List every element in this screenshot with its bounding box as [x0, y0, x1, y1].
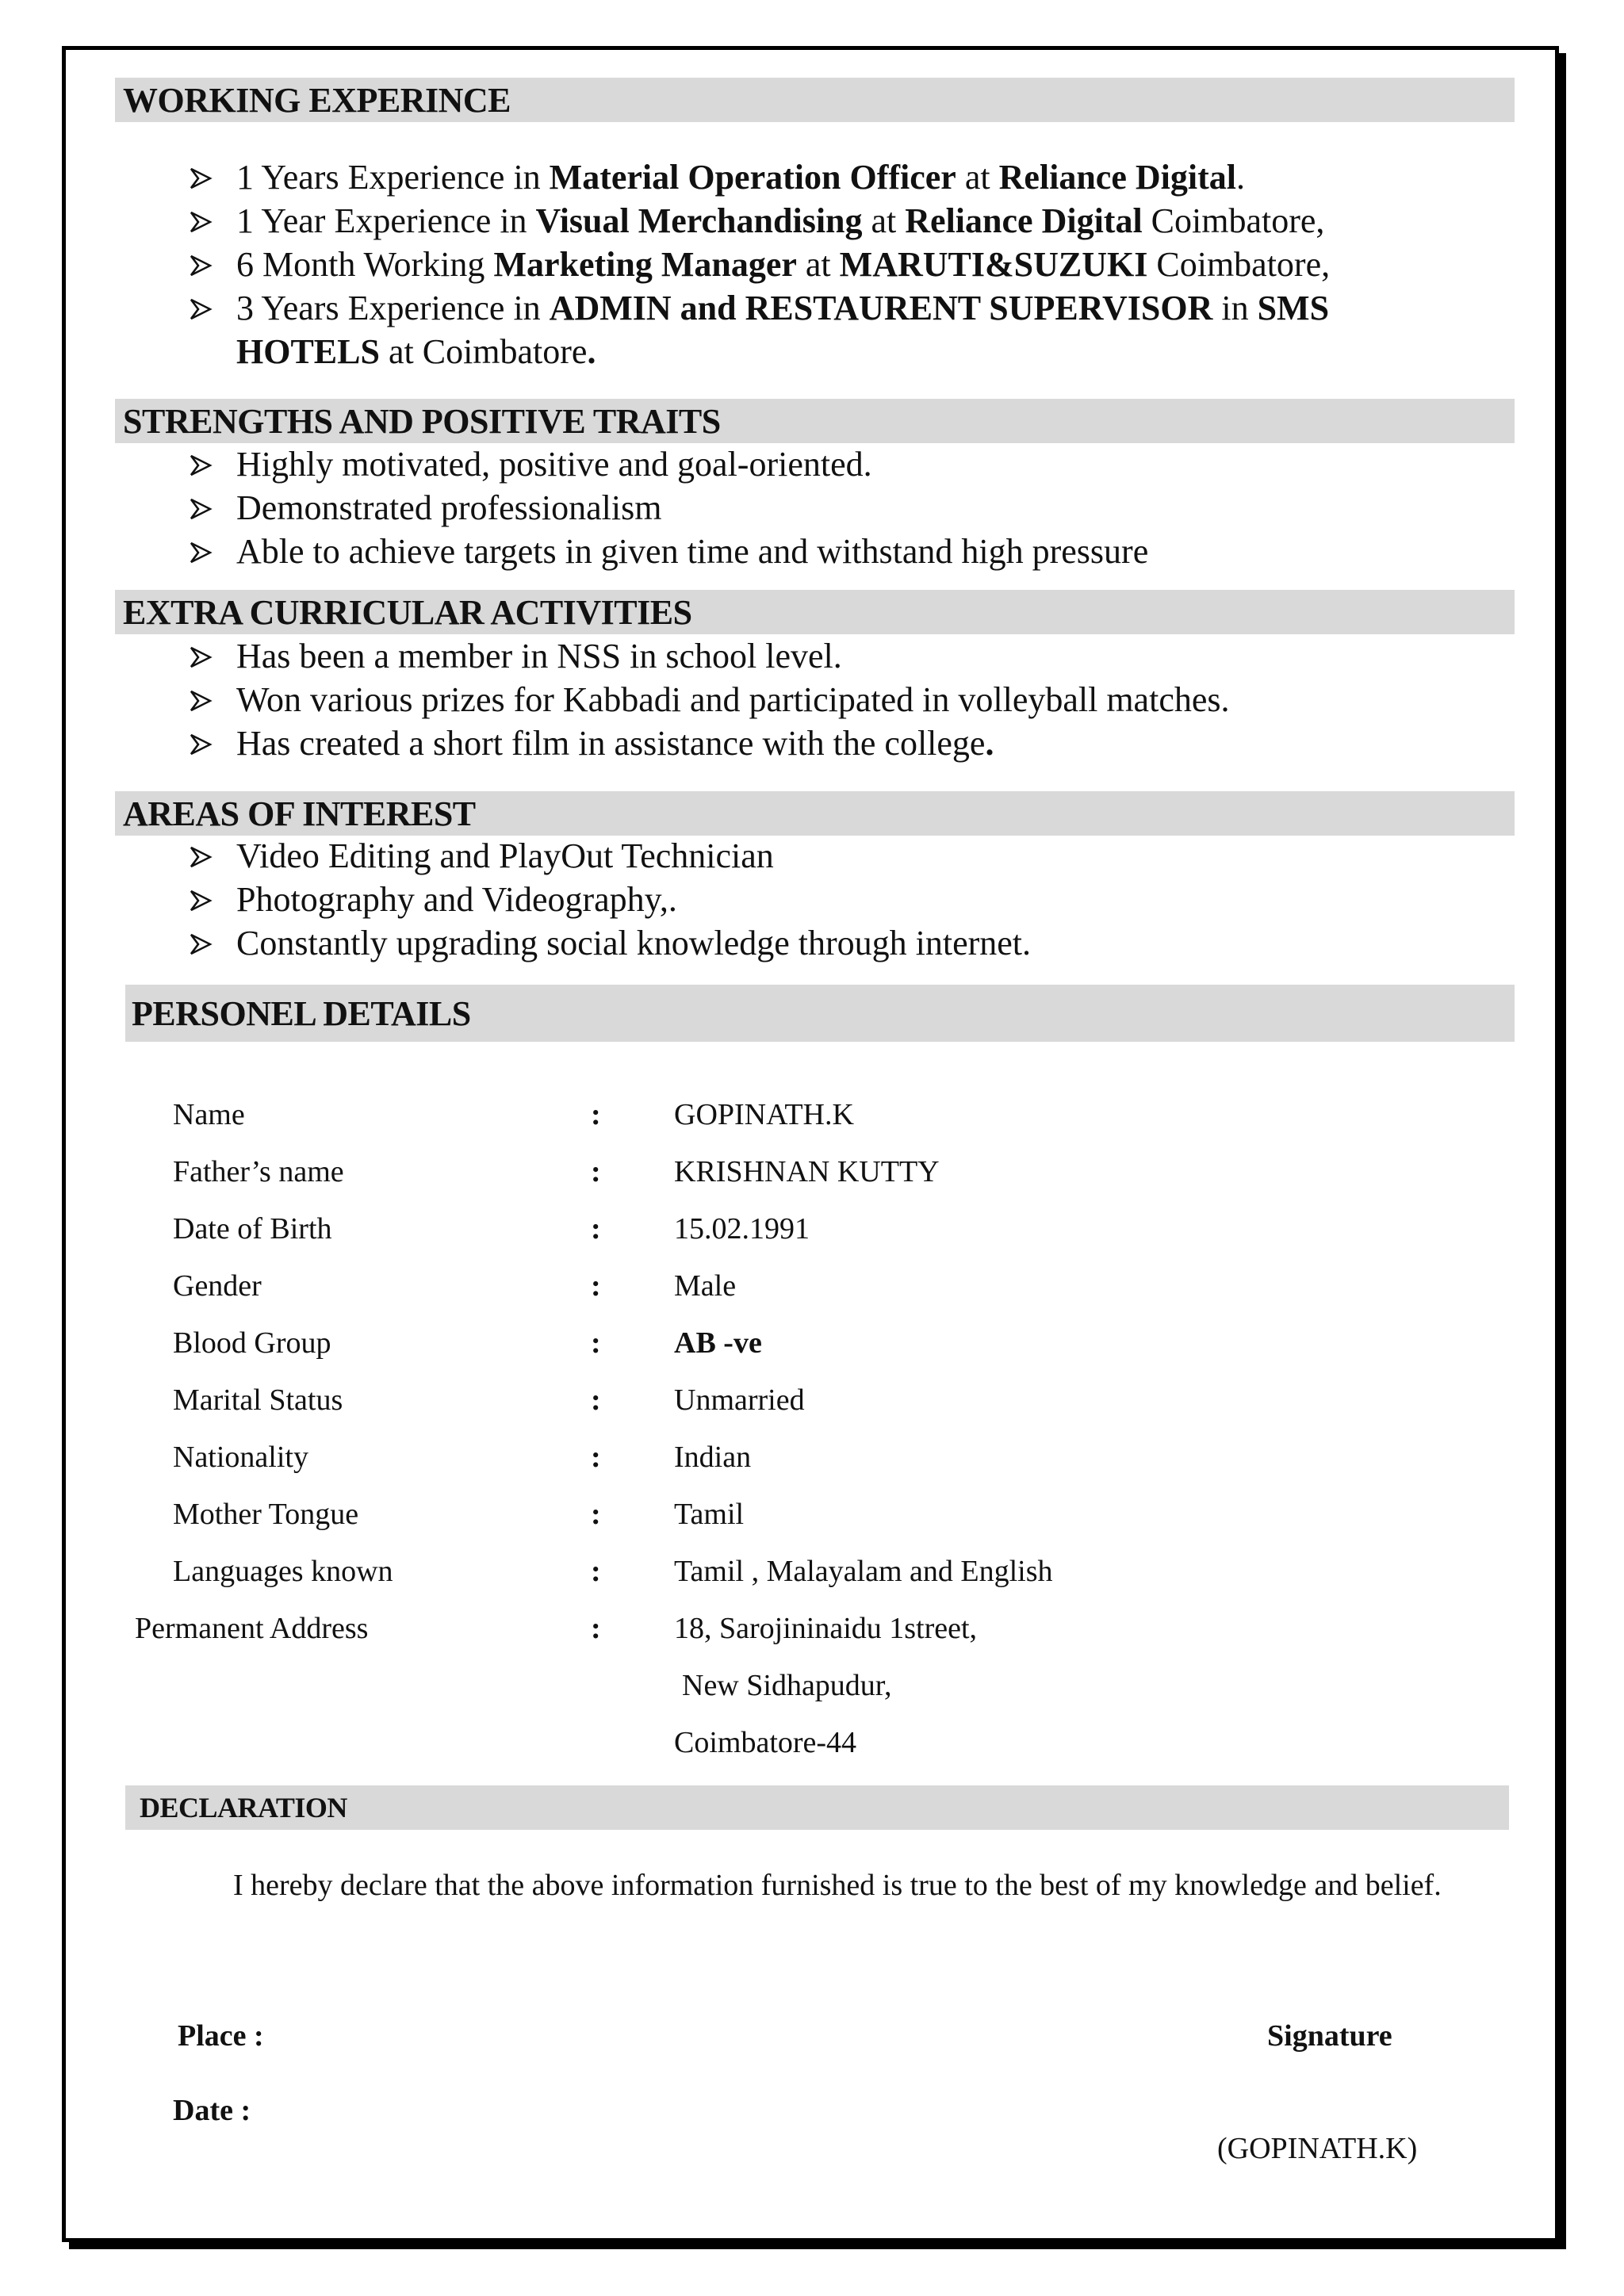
list-item: [189, 243, 1465, 286]
text: at: [956, 158, 999, 197]
list-item: [189, 678, 1465, 721]
arrow-bullet-icon: [189, 286, 228, 321]
text: 3 Years Experience in: [236, 289, 550, 327]
address-line: New Sidhapudur,: [682, 1669, 892, 1702]
list-item: [189, 834, 1465, 878]
text: Won various prizes for Kabbadi and participated in volleyball matches.: [236, 680, 1230, 719]
personal-details-heading: PERSONEL DETAILS: [125, 985, 1515, 1042]
detail-label: Father’s name: [173, 1155, 344, 1188]
bold-text: Material Operation Officer: [549, 158, 956, 197]
extra-curricular-heading: EXTRA CURRICULAR ACTIVITIES: [115, 590, 1515, 634]
arrow-bullet-icon: [189, 634, 228, 669]
bold-text: Marketing Manager: [493, 245, 797, 284]
signature-name: (GOPINATH.K): [1217, 2132, 1418, 2165]
list-item-text: Demonstrated professionalism: [236, 488, 662, 527]
bold-text: .: [985, 724, 994, 763]
detail-value: Unmarried: [674, 1383, 805, 1417]
signature-label: Signature: [1267, 2019, 1392, 2053]
detail-value: GOPINATH.K: [674, 1098, 854, 1131]
list-item: [189, 486, 1465, 530]
text: at: [796, 245, 840, 284]
detail-colon: :: [591, 1555, 601, 1588]
list-item-text: Video Editing and PlayOut Technician: [236, 836, 774, 875]
detail-value: Male: [674, 1269, 737, 1303]
list-item: [189, 721, 1465, 765]
strengths-heading: STRENGTHS AND POSITIVE TRAITS: [115, 399, 1515, 443]
text: Has created a short film in assistance with the college: [236, 724, 986, 763]
detail-colon: :: [591, 1098, 601, 1131]
detail-label: Blood Group: [173, 1326, 331, 1360]
place-label: Place :: [178, 2019, 264, 2053]
list-item: [189, 286, 1465, 373]
personal-details-table: [135, 1086, 1483, 1759]
list-item: [189, 921, 1465, 965]
arrow-bullet-icon: [189, 834, 228, 869]
detail-label: Name: [173, 1098, 245, 1131]
detail-colon: :: [591, 1612, 601, 1645]
bold-text: Reliance Digital: [905, 201, 1143, 240]
declaration-heading: DECLARATION: [125, 1785, 1509, 1830]
text: at Coimbatore: [379, 332, 588, 371]
detail-label: Date of Birth: [173, 1212, 332, 1246]
detail-row: [135, 1200, 1483, 1257]
detail-label: Gender: [173, 1269, 262, 1303]
text: in: [1212, 289, 1258, 327]
list-item: [189, 199, 1465, 243]
areas-of-interest-heading: AREAS OF INTEREST: [115, 791, 1515, 836]
detail-row: [135, 1600, 1483, 1657]
working-experience-list: [189, 155, 1465, 373]
arrow-bullet-icon: [189, 486, 228, 521]
detail-value: AB -ve: [674, 1326, 762, 1360]
text: 1 Year Experience in: [236, 201, 536, 240]
detail-label: Marital Status: [173, 1383, 343, 1417]
text: 6 Month Working: [236, 245, 494, 284]
detail-row: [135, 1486, 1483, 1543]
text: Has been a member in NSS in school level.: [236, 637, 842, 675]
bold-text: Reliance Digital: [998, 158, 1236, 197]
detail-colon: :: [591, 1441, 601, 1474]
text: Coimbatore,: [1142, 201, 1325, 240]
detail-label: Permanent Address: [135, 1612, 369, 1645]
bold-text: MARUTI&SUZUKI: [839, 245, 1148, 284]
detail-label: Nationality: [173, 1441, 308, 1474]
date-label: Date :: [173, 2094, 251, 2127]
list-item-text: Constantly upgrading social knowledge through internet.: [236, 924, 1032, 962]
detail-value: 15.02.1991: [674, 1212, 810, 1246]
address-line: Coimbatore-44: [674, 1726, 857, 1759]
detail-colon: :: [591, 1269, 601, 1303]
list-item: [189, 530, 1465, 573]
detail-value: Tamil: [674, 1498, 745, 1531]
arrow-bullet-icon: [189, 878, 228, 913]
bold-text: .: [587, 332, 596, 371]
bold-text: Visual Merchandising: [535, 201, 863, 240]
detail-value: Tamil , Malayalam and English: [674, 1555, 1053, 1588]
arrow-bullet-icon: [189, 155, 228, 190]
detail-colon: :: [591, 1383, 601, 1417]
detail-row: [135, 1086, 1483, 1143]
detail-colon: :: [591, 1155, 601, 1188]
list-item-text: Photography and Videography,.: [236, 880, 677, 919]
arrow-bullet-icon: [189, 678, 228, 713]
text: Coimbatore,: [1147, 245, 1331, 284]
arrow-bullet-icon: [189, 921, 228, 956]
detail-row: [135, 1257, 1483, 1314]
arrow-bullet-icon: [189, 243, 228, 277]
detail-value: 18, Sarojininaidu 1street,: [674, 1612, 978, 1645]
detail-colon: :: [591, 1326, 601, 1360]
detail-colon: :: [591, 1498, 601, 1531]
detail-colon: :: [591, 1212, 601, 1246]
detail-label: Mother Tongue: [173, 1498, 359, 1531]
detail-label: Languages known: [173, 1555, 393, 1588]
arrow-bullet-icon: [189, 530, 228, 564]
strengths-list: [189, 442, 1465, 573]
detail-row: [135, 1143, 1483, 1200]
working-experience-heading: WORKING EXPERINCE: [115, 78, 1515, 122]
bold-text: SMS HOTELS: [236, 289, 1330, 371]
extra-curricular-list: [189, 634, 1465, 765]
detail-row: [135, 1429, 1483, 1486]
detail-row: [135, 1314, 1483, 1372]
arrow-bullet-icon: [189, 199, 228, 234]
list-item: [189, 878, 1465, 921]
text: at: [862, 201, 906, 240]
bold-text: ADMIN and RESTAURENT SUPERVISOR: [549, 289, 1213, 327]
declaration-text: I hereby declare that the above information furnished is true to the best of my knowledge and belief.: [233, 1869, 1442, 1902]
list-item-text: Highly motivated, positive and goal-oriented.: [236, 445, 872, 484]
arrow-bullet-icon: [189, 721, 228, 756]
detail-row: [135, 1543, 1483, 1600]
text: .: [1235, 158, 1245, 197]
detail-row: [135, 1372, 1483, 1429]
arrow-bullet-icon: [189, 442, 228, 477]
text: 1 Years Experience in: [236, 158, 550, 197]
list-item-text: Able to achieve targets in given time and withstand high pressure: [236, 532, 1149, 571]
list-item: [189, 155, 1465, 199]
list-item: [189, 442, 1465, 486]
detail-value: Indian: [674, 1441, 752, 1474]
list-item: [189, 634, 1465, 678]
detail-value: KRISHNAN KUTTY: [674, 1155, 940, 1188]
areas-of-interest-list: [189, 834, 1465, 965]
